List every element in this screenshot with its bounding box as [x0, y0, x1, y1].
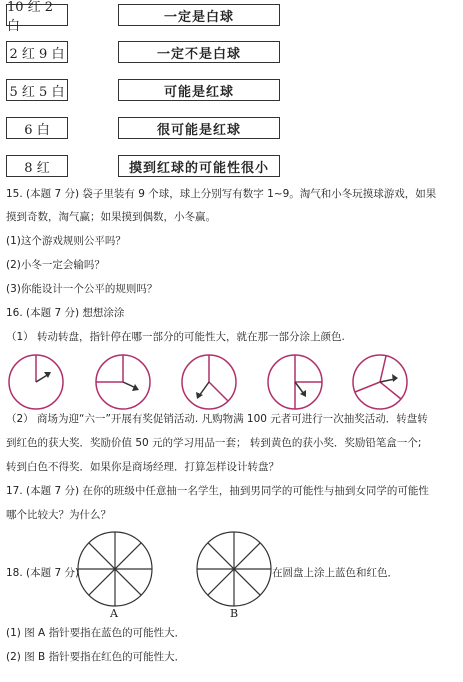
q15-sub-1: (1)这个游戏规则公平吗？: [6, 235, 126, 247]
q16-part-2-line-1: （2） 商场为迎“六一”开展有奖促销活动. 凡购物满 100 元者可进行一次抽奖活动．转盘转: [6, 413, 428, 425]
match-left-2: 2 红 9 白: [6, 41, 68, 63]
spinner-wheel-3: [179, 352, 239, 412]
match-left-3: 5 红 5 白: [6, 79, 68, 101]
disc-a-label: A: [110, 607, 118, 620]
eight-sector-disc-b: [194, 529, 274, 609]
match-left-4: 6 白: [6, 117, 68, 139]
q15-line-2: 摸到奇数，淘气赢；如果摸到偶数，小冬赢。: [6, 211, 216, 223]
match-left-5: 8 红: [6, 155, 68, 177]
q16-title: 16. (本题 7 分) 想想涂涂: [6, 307, 125, 319]
q17-line-1: 17. (本题 7 分) 在你的班级中任意抽一名学生，抽到男同学的可能性与抽到女同学的可能性: [6, 485, 429, 497]
q18-sub-1: (1) 图 A 指针要指在蓝色的可能性大．: [6, 627, 186, 639]
q16-part-1: （1） 转动转盘，指针停在哪一部分的可能性大，就在那一部分涂上颜色.: [6, 331, 345, 343]
disc-b-label: B: [230, 607, 239, 620]
eight-sector-disc-a: [75, 529, 155, 609]
match-left-1: 10 红 2 白: [6, 4, 68, 26]
spinner-wheel-5: [350, 352, 410, 412]
spinner-wheel-4: [265, 352, 325, 412]
spinner-wheel-2: [93, 352, 153, 412]
q15-line-1: 15. (本题 7 分) 袋子里装有 9 个球，球上分别写有数字 1~9。淘气和小冬玩摸球游戏，如果: [6, 188, 437, 200]
q18-instruction: 在圆盘上涂上蓝色和红色．: [272, 567, 398, 579]
q16-part-2-line-3: 转到白色不得奖．如果你是商场经理．打算怎样设计转盘？: [6, 461, 279, 473]
spinner-wheel-1: [6, 352, 66, 412]
q17-line-2: 哪个比较大？为什么？: [6, 509, 111, 521]
q18-sub-2: (2) 图 B 指针要指在红色的可能性大．: [6, 651, 186, 663]
q15-sub-3: (3)你能设计一个公平的规则吗？: [6, 283, 158, 295]
match-right-5: 摸到红球的可能性很小: [118, 155, 280, 177]
q18-title: 18. (本题 7 分): [6, 567, 80, 579]
match-right-4: 很可能是红球: [118, 117, 280, 139]
match-right-1: 一定是白球: [118, 4, 280, 26]
q15-sub-2: (2)小冬一定会输吗？: [6, 259, 105, 271]
match-right-3: 可能是红球: [118, 79, 280, 101]
match-right-2: 一定不是白球: [118, 41, 280, 63]
q16-part-2-line-2: 到红色的获大奖．奖励价值 50 元的学习用品一套； 转到黄色的获小奖．奖励铅笔盒一个;: [6, 437, 422, 449]
